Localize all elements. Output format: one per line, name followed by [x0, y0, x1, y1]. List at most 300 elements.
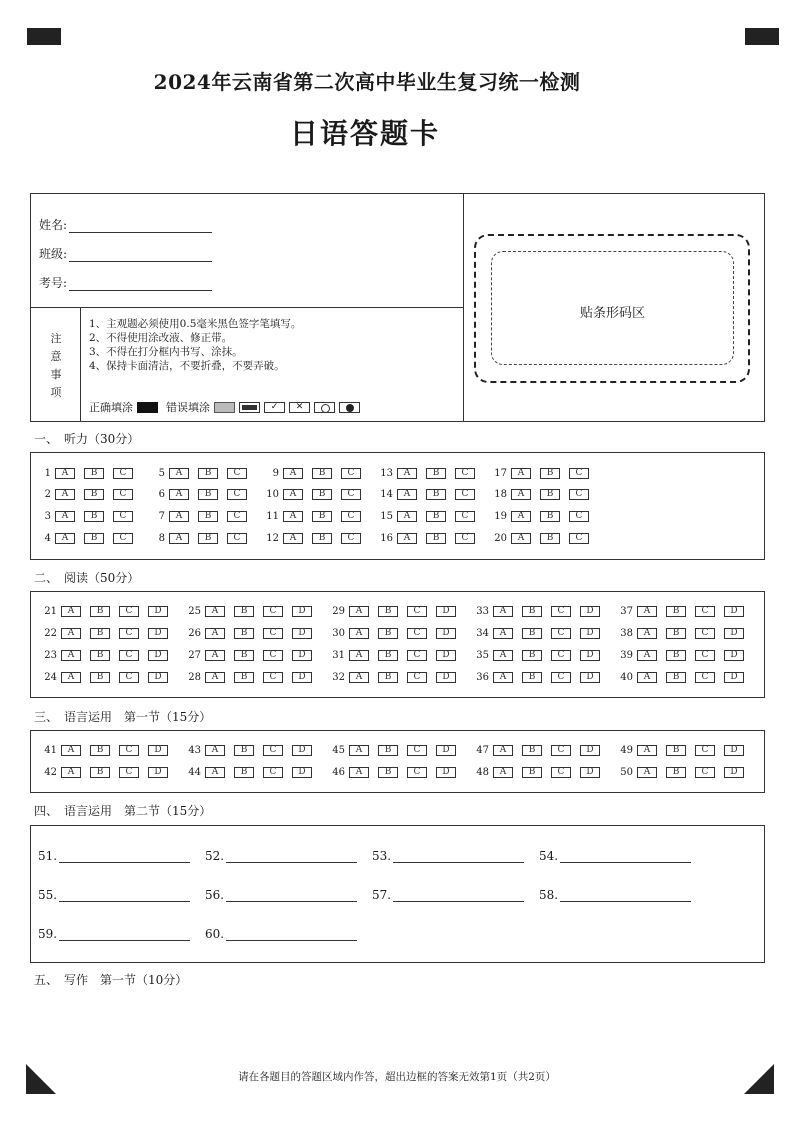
- option-a-bubble[interactable]: A: [283, 489, 303, 500]
- option-b-bubble[interactable]: B: [540, 468, 560, 479]
- question-number: 43: [188, 745, 201, 756]
- option-d-bubble[interactable]: D: [148, 745, 168, 756]
- question-number: 48: [476, 767, 489, 778]
- option-c-bubble[interactable]: C: [551, 650, 571, 661]
- option-b-bubble[interactable]: B: [378, 628, 398, 639]
- question-number: 23: [44, 650, 57, 661]
- fill-blank-line[interactable]: [560, 891, 691, 902]
- option-a-bubble[interactable]: A: [169, 511, 189, 522]
- option-b-bubble[interactable]: B: [426, 489, 446, 500]
- notice-item: 4、保持卡面清洁，不要折叠，不要弄破。: [89, 360, 285, 372]
- option-a-bubble[interactable]: A: [205, 606, 225, 617]
- option-b-bubble[interactable]: B: [234, 672, 254, 683]
- option-b-bubble[interactable]: B: [378, 650, 398, 661]
- question-row-13: [379, 468, 484, 479]
- question-row-12: [265, 533, 370, 544]
- option-a-bubble[interactable]: A: [205, 628, 225, 639]
- question-number: 47: [476, 745, 489, 756]
- fill-blank-item[interactable]: [372, 849, 524, 863]
- option-b-bubble[interactable]: B: [312, 468, 332, 479]
- notice-char: 意: [50, 350, 62, 363]
- name-field[interactable]: [39, 216, 212, 233]
- option-d-bubble[interactable]: D: [724, 628, 744, 639]
- fill-blank-item[interactable]: [539, 888, 691, 902]
- option-a-bubble[interactable]: A: [55, 489, 75, 500]
- question-row-1: [37, 468, 142, 479]
- fill-blank-line[interactable]: [59, 891, 190, 902]
- alignment-marker-top-left: [27, 28, 61, 45]
- exam-number-label: 考号:: [39, 276, 68, 290]
- fill-blank-item[interactable]: [539, 849, 691, 863]
- option-d-bubble[interactable]: D: [292, 672, 312, 683]
- question-row-2: [37, 489, 142, 500]
- wrong-fill-partial-sample: [239, 402, 260, 413]
- option-b-bubble[interactable]: B: [198, 511, 218, 522]
- option-a-bubble[interactable]: A: [349, 628, 369, 639]
- option-b-bubble[interactable]: B: [522, 650, 542, 661]
- option-b-bubble[interactable]: B: [378, 606, 398, 617]
- question-row-29: [323, 606, 465, 617]
- option-c-bubble[interactable]: C: [263, 767, 283, 778]
- option-c-bubble[interactable]: C: [455, 489, 475, 500]
- option-b-bubble[interactable]: B: [378, 745, 398, 756]
- option-b-bubble[interactable]: B: [426, 468, 446, 479]
- option-a-bubble[interactable]: A: [61, 606, 81, 617]
- option-b-bubble[interactable]: B: [666, 650, 686, 661]
- option-b-bubble[interactable]: B: [540, 533, 560, 544]
- option-a-bubble[interactable]: A: [205, 745, 225, 756]
- option-b-bubble[interactable]: B: [666, 606, 686, 617]
- option-c-bubble[interactable]: C: [695, 672, 715, 683]
- option-a-bubble[interactable]: A: [349, 767, 369, 778]
- option-c-bubble[interactable]: C: [119, 606, 139, 617]
- fill-blank-number: 55.: [38, 888, 58, 902]
- option-b-bubble[interactable]: B: [666, 745, 686, 756]
- option-d-bubble[interactable]: D: [724, 767, 744, 778]
- class-label: 班级:: [39, 247, 68, 261]
- option-a-bubble[interactable]: A: [637, 745, 657, 756]
- question-row-45: [323, 745, 465, 756]
- option-a-bubble[interactable]: A: [511, 489, 531, 500]
- option-d-bubble[interactable]: D: [292, 767, 312, 778]
- question-number: 26: [188, 628, 201, 639]
- option-d-bubble[interactable]: D: [292, 745, 312, 756]
- option-a-bubble[interactable]: A: [493, 606, 513, 617]
- option-c-bubble[interactable]: C: [569, 489, 589, 500]
- fill-blank-item[interactable]: [205, 849, 357, 863]
- class-line[interactable]: [69, 249, 212, 262]
- question-number: 6: [158, 489, 165, 500]
- option-b-bubble[interactable]: B: [540, 511, 560, 522]
- option-b-bubble[interactable]: B: [426, 533, 446, 544]
- option-a-bubble[interactable]: A: [637, 650, 657, 661]
- fill-blank-number: 58.: [539, 888, 559, 902]
- fill-blank-line[interactable]: [59, 930, 190, 941]
- question-number: 20: [494, 533, 507, 544]
- option-d-bubble[interactable]: D: [292, 606, 312, 617]
- wrong-fill-circle-icon: [314, 402, 335, 413]
- option-a-bubble[interactable]: A: [205, 672, 225, 683]
- option-c-bubble[interactable]: C: [263, 650, 283, 661]
- question-row-42: [35, 767, 177, 778]
- option-b-bubble[interactable]: B: [84, 511, 104, 522]
- option-d-bubble[interactable]: D: [148, 606, 168, 617]
- option-c-bubble[interactable]: C: [113, 533, 133, 544]
- question-number: 27: [188, 650, 201, 661]
- option-b-bubble[interactable]: B: [84, 489, 104, 500]
- fill-blank-number: 53.: [372, 849, 392, 863]
- listening-answer-box: [30, 452, 765, 560]
- option-c-bubble[interactable]: C: [551, 745, 571, 756]
- question-row-15: [379, 511, 484, 522]
- section-listening-header: 一、 听力（30分）: [34, 432, 140, 446]
- option-a-bubble[interactable]: A: [493, 672, 513, 683]
- option-a-bubble[interactable]: A: [349, 606, 369, 617]
- question-row-6: [151, 489, 256, 500]
- option-d-bubble[interactable]: D: [436, 628, 456, 639]
- wrong-fill-check-icon: ✓: [264, 402, 285, 413]
- fill-blank-line[interactable]: [393, 852, 524, 863]
- option-c-bubble[interactable]: C: [227, 489, 247, 500]
- option-d-bubble[interactable]: D: [580, 606, 600, 617]
- option-c-bubble[interactable]: C: [695, 628, 715, 639]
- fill-blank-item[interactable]: [372, 888, 524, 902]
- option-d-bubble[interactable]: D: [724, 745, 744, 756]
- option-c-bubble[interactable]: C: [407, 767, 427, 778]
- option-b-bubble[interactable]: B: [198, 489, 218, 500]
- question-number: 33: [476, 606, 489, 617]
- option-b-bubble[interactable]: B: [522, 745, 542, 756]
- option-c-bubble[interactable]: C: [695, 767, 715, 778]
- option-b-bubble[interactable]: B: [84, 468, 104, 479]
- option-a-bubble[interactable]: A: [637, 628, 657, 639]
- question-row-37: [611, 606, 753, 617]
- fill-blank-line[interactable]: [59, 852, 190, 863]
- option-a-bubble[interactable]: A: [61, 672, 81, 683]
- option-a-bubble[interactable]: A: [61, 628, 81, 639]
- wrong-fill-dot-icon: [339, 402, 360, 413]
- question-number: 40: [620, 672, 633, 683]
- option-b-bubble[interactable]: B: [234, 650, 254, 661]
- option-d-bubble[interactable]: D: [292, 650, 312, 661]
- option-a-bubble[interactable]: A: [61, 650, 81, 661]
- option-d-bubble[interactable]: D: [580, 650, 600, 661]
- option-c-bubble[interactable]: C: [119, 650, 139, 661]
- question-row-34: [467, 628, 609, 639]
- option-c-bubble[interactable]: C: [551, 767, 571, 778]
- option-a-bubble[interactable]: A: [61, 745, 81, 756]
- option-a-bubble[interactable]: A: [397, 468, 417, 479]
- option-b-bubble[interactable]: B: [666, 628, 686, 639]
- section-language-1-header: 三、 语言运用 第一节（15分）: [34, 710, 212, 724]
- question-row-20: [493, 533, 598, 544]
- option-c-bubble[interactable]: C: [455, 511, 475, 522]
- question-row-49: [611, 745, 753, 756]
- option-a-bubble[interactable]: A: [493, 767, 513, 778]
- notice-char: 注: [50, 332, 62, 345]
- option-a-bubble[interactable]: A: [637, 767, 657, 778]
- option-a-bubble[interactable]: A: [55, 533, 75, 544]
- option-c-bubble[interactable]: C: [407, 628, 427, 639]
- option-c-bubble[interactable]: C: [569, 468, 589, 479]
- fill-blank-item[interactable]: [205, 888, 357, 902]
- option-c-bubble[interactable]: C: [113, 511, 133, 522]
- option-a-bubble[interactable]: A: [493, 628, 513, 639]
- section-language-2-header: 四、 语言运用 第二节（15分）: [34, 804, 212, 818]
- question-row-18: [493, 489, 598, 500]
- option-c-bubble[interactable]: C: [551, 628, 571, 639]
- notice-item: 1、主观题必须使用0.5毫米黑色签字笔填写。: [89, 318, 302, 330]
- option-a-bubble[interactable]: A: [55, 468, 75, 479]
- question-number: 37: [620, 606, 633, 617]
- option-a-bubble[interactable]: A: [349, 745, 369, 756]
- option-c-bubble[interactable]: C: [119, 745, 139, 756]
- question-number: 22: [44, 628, 57, 639]
- option-b-bubble[interactable]: B: [522, 628, 542, 639]
- option-d-bubble[interactable]: D: [580, 672, 600, 683]
- option-a-bubble[interactable]: A: [349, 672, 369, 683]
- option-a-bubble[interactable]: A: [511, 533, 531, 544]
- option-b-bubble[interactable]: B: [234, 628, 254, 639]
- question-row-8: [151, 533, 256, 544]
- option-d-bubble[interactable]: D: [724, 606, 744, 617]
- option-b-bubble[interactable]: B: [312, 533, 332, 544]
- option-a-bubble[interactable]: A: [637, 672, 657, 683]
- option-b-bubble[interactable]: B: [522, 606, 542, 617]
- barcode-label: 贴条形码区: [579, 306, 645, 321]
- option-c-bubble[interactable]: C: [113, 468, 133, 479]
- option-b-bubble[interactable]: B: [90, 606, 110, 617]
- fill-blank-number: 51.: [38, 849, 58, 863]
- question-number: 17: [494, 468, 507, 479]
- page-footer: 请在各题目的答题区域内作答，超出边框的答案无效第1页（共2页）: [238, 1071, 556, 1083]
- question-row-48: [467, 767, 609, 778]
- option-b-bubble[interactable]: B: [666, 672, 686, 683]
- question-number: 50: [620, 767, 633, 778]
- option-b-bubble[interactable]: B: [90, 767, 110, 778]
- option-b-bubble[interactable]: B: [90, 672, 110, 683]
- fill-blank-line[interactable]: [393, 891, 524, 902]
- option-b-bubble[interactable]: B: [522, 672, 542, 683]
- option-c-bubble[interactable]: C: [695, 745, 715, 756]
- option-b-bubble[interactable]: B: [312, 511, 332, 522]
- option-a-bubble[interactable]: A: [283, 511, 303, 522]
- question-number: 39: [620, 650, 633, 661]
- option-d-bubble[interactable]: D: [148, 767, 168, 778]
- question-row-33: [467, 606, 609, 617]
- option-d-bubble[interactable]: D: [580, 767, 600, 778]
- option-c-bubble[interactable]: C: [227, 468, 247, 479]
- option-a-bubble[interactable]: A: [397, 489, 417, 500]
- option-a-bubble[interactable]: A: [493, 745, 513, 756]
- option-a-bubble[interactable]: A: [349, 650, 369, 661]
- question-number: 46: [332, 767, 345, 778]
- option-a-bubble[interactable]: A: [283, 533, 303, 544]
- option-c-bubble[interactable]: C: [341, 468, 361, 479]
- option-c-bubble[interactable]: C: [263, 606, 283, 617]
- option-d-bubble[interactable]: D: [148, 650, 168, 661]
- question-row-11: [265, 511, 370, 522]
- option-b-bubble[interactable]: B: [378, 672, 398, 683]
- question-row-40: [611, 672, 753, 683]
- option-b-bubble[interactable]: B: [90, 745, 110, 756]
- option-b-bubble[interactable]: B: [666, 767, 686, 778]
- question-row-23: [35, 650, 177, 661]
- question-number: 42: [44, 767, 57, 778]
- option-d-bubble[interactable]: D: [436, 745, 456, 756]
- question-number: 38: [620, 628, 633, 639]
- option-c-bubble[interactable]: C: [695, 606, 715, 617]
- question-row-25: [179, 606, 321, 617]
- question-number: 31: [332, 650, 345, 661]
- option-b-bubble[interactable]: B: [84, 533, 104, 544]
- option-b-bubble[interactable]: B: [234, 745, 254, 756]
- option-c-bubble[interactable]: C: [227, 533, 247, 544]
- option-b-bubble[interactable]: B: [234, 767, 254, 778]
- question-number: 5: [158, 468, 165, 479]
- option-d-bubble[interactable]: D: [580, 745, 600, 756]
- option-b-bubble[interactable]: B: [90, 650, 110, 661]
- option-a-bubble[interactable]: A: [397, 533, 417, 544]
- option-d-bubble[interactable]: D: [148, 628, 168, 639]
- fill-blank-line[interactable]: [560, 852, 691, 863]
- wrong-fill-cross-icon: ✕: [289, 402, 310, 413]
- option-a-bubble[interactable]: A: [511, 468, 531, 479]
- option-a-bubble[interactable]: A: [205, 767, 225, 778]
- question-row-19: [493, 511, 598, 522]
- option-c-bubble[interactable]: C: [263, 628, 283, 639]
- option-d-bubble[interactable]: D: [436, 650, 456, 661]
- question-number: 10: [266, 489, 279, 500]
- class-field[interactable]: [39, 245, 212, 262]
- section-writing-header: 五、 写作 第一节（10分）: [34, 973, 188, 987]
- option-a-bubble[interactable]: A: [283, 468, 303, 479]
- option-a-bubble[interactable]: A: [205, 650, 225, 661]
- option-a-bubble[interactable]: A: [169, 533, 189, 544]
- fill-blank-number: 52.: [205, 849, 225, 863]
- question-number: 36: [476, 672, 489, 683]
- option-c-bubble[interactable]: C: [341, 533, 361, 544]
- question-row-21: [35, 606, 177, 617]
- option-d-bubble[interactable]: D: [436, 767, 456, 778]
- wrong-fill-gray-sample: [214, 402, 235, 413]
- fill-blank-item[interactable]: [205, 927, 357, 941]
- option-c-bubble[interactable]: C: [455, 533, 475, 544]
- option-c-bubble[interactable]: C: [227, 511, 247, 522]
- alignment-marker-top-right: [745, 28, 779, 45]
- option-c-bubble[interactable]: C: [263, 672, 283, 683]
- option-a-bubble[interactable]: A: [637, 606, 657, 617]
- option-b-bubble[interactable]: B: [522, 767, 542, 778]
- option-c-bubble[interactable]: C: [407, 606, 427, 617]
- question-number: 30: [332, 628, 345, 639]
- answer-sheet-title: 日语答题卡: [289, 117, 440, 150]
- option-c-bubble[interactable]: C: [119, 767, 139, 778]
- option-d-bubble[interactable]: D: [580, 628, 600, 639]
- option-b-bubble[interactable]: B: [426, 511, 446, 522]
- question-row-41: [35, 745, 177, 756]
- exam-number-field[interactable]: [39, 274, 212, 291]
- option-c-bubble[interactable]: C: [407, 672, 427, 683]
- option-a-bubble[interactable]: A: [169, 468, 189, 479]
- option-a-bubble[interactable]: A: [511, 511, 531, 522]
- option-d-bubble[interactable]: D: [436, 606, 456, 617]
- option-d-bubble[interactable]: D: [436, 672, 456, 683]
- fill-blank-line[interactable]: [226, 930, 357, 941]
- exam-title: 2024年云南省第二次高中毕业生复习统一检测: [153, 70, 581, 94]
- question-row-44: [179, 767, 321, 778]
- option-a-bubble[interactable]: A: [169, 489, 189, 500]
- option-c-bubble[interactable]: C: [119, 628, 139, 639]
- language-1-answer-box: [30, 730, 765, 793]
- option-d-bubble[interactable]: D: [724, 672, 744, 683]
- fill-blank-item[interactable]: [38, 927, 190, 941]
- option-c-bubble[interactable]: C: [551, 606, 571, 617]
- option-c-bubble[interactable]: C: [341, 511, 361, 522]
- question-row-38: [611, 628, 753, 639]
- option-d-bubble[interactable]: D: [724, 650, 744, 661]
- name-line[interactable]: [69, 220, 212, 233]
- option-a-bubble[interactable]: A: [61, 767, 81, 778]
- question-row-9: [265, 468, 370, 479]
- question-row-24: [35, 672, 177, 683]
- notice-item: 2、不得使用涂改液、修正带。: [89, 332, 233, 344]
- option-b-bubble[interactable]: B: [312, 489, 332, 500]
- option-c-bubble[interactable]: C: [551, 672, 571, 683]
- option-c-bubble[interactable]: C: [407, 650, 427, 661]
- correct-fill-label: 正确填涂: [89, 401, 133, 414]
- option-c-bubble[interactable]: C: [569, 533, 589, 544]
- wrong-fill-label: 错误填涂: [166, 401, 210, 414]
- option-b-bubble[interactable]: B: [198, 533, 218, 544]
- option-a-bubble[interactable]: A: [397, 511, 417, 522]
- fill-blank-line[interactable]: [226, 891, 357, 902]
- question-row-46: [323, 767, 465, 778]
- fill-blank-item[interactable]: [38, 849, 190, 863]
- option-c-bubble[interactable]: C: [407, 745, 427, 756]
- fill-blank-item[interactable]: [38, 888, 190, 902]
- question-row-31: [323, 650, 465, 661]
- option-b-bubble[interactable]: B: [198, 468, 218, 479]
- option-a-bubble[interactable]: A: [55, 511, 75, 522]
- option-c-bubble[interactable]: C: [341, 489, 361, 500]
- option-d-bubble[interactable]: D: [292, 628, 312, 639]
- question-number: 28: [188, 672, 201, 683]
- option-b-bubble[interactable]: B: [234, 606, 254, 617]
- question-number: 4: [44, 533, 51, 544]
- option-c-bubble[interactable]: C: [119, 672, 139, 683]
- question-row-17: [493, 468, 598, 479]
- option-b-bubble[interactable]: B: [540, 489, 560, 500]
- option-c-bubble[interactable]: C: [263, 745, 283, 756]
- option-c-bubble[interactable]: C: [113, 489, 133, 500]
- option-b-bubble[interactable]: B: [90, 628, 110, 639]
- fill-blank-line[interactable]: [226, 852, 357, 863]
- question-row-30: [323, 628, 465, 639]
- option-c-bubble[interactable]: C: [569, 511, 589, 522]
- exam-number-line[interactable]: [69, 278, 212, 291]
- option-c-bubble[interactable]: C: [695, 650, 715, 661]
- language-2-answer-box: [30, 825, 765, 963]
- question-row-36: [467, 672, 609, 683]
- option-b-bubble[interactable]: B: [378, 767, 398, 778]
- option-c-bubble[interactable]: C: [455, 468, 475, 479]
- option-a-bubble[interactable]: A: [493, 650, 513, 661]
- option-d-bubble[interactable]: D: [148, 672, 168, 683]
- question-row-22: [35, 628, 177, 639]
- question-number: 24: [44, 672, 57, 683]
- question-number: 34: [476, 628, 489, 639]
